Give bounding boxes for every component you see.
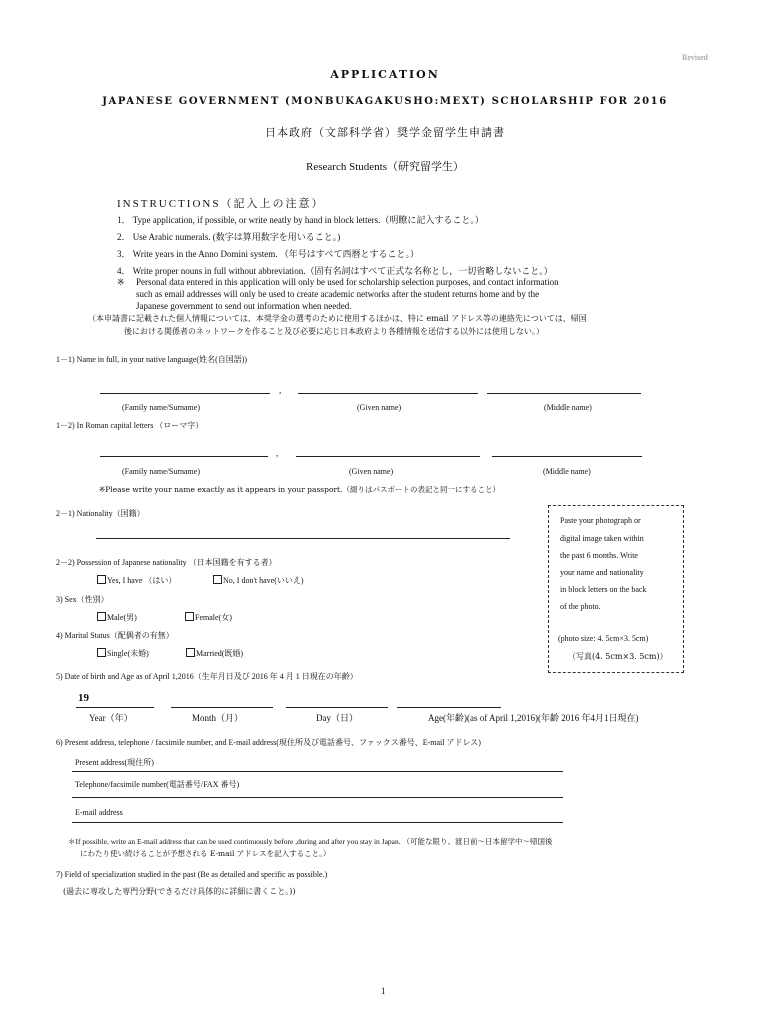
option-label: No, I don't have(いいえ)	[223, 576, 304, 585]
form-title: APPLICATION	[330, 68, 440, 81]
birth-year-prefix: 19	[78, 692, 89, 704]
month-caption: Month（月）	[192, 713, 244, 723]
marital-married-option[interactable]	[186, 648, 243, 659]
checkbox[interactable]	[185, 612, 194, 621]
nationality-field[interactable]	[96, 538, 510, 539]
sex-female-option[interactable]	[185, 612, 232, 623]
option-label: Married(既婚)	[196, 649, 244, 658]
middle-name-caption: (Middle name)	[543, 467, 591, 476]
privacy-note: Personal data entered in this application will only be used for scholarship selection purposes, and contact information	[136, 277, 559, 287]
photo-size: (photo size: 4. 5cm×3. 5cm)	[558, 634, 649, 643]
photo-instruction: in block letters on the back	[560, 585, 647, 594]
marital-single-option[interactable]	[97, 648, 149, 659]
given-name-native-field[interactable]	[298, 393, 478, 394]
photo-size-jp: （写真(4. 5cm×3. 5cm)）	[568, 652, 668, 661]
form-subtitle: JAPANESE GOVERNMENT (MONBUKAGAKUSHO:MEXT) SCHOLARSHIP FOR 2016	[102, 96, 668, 107]
photo-instruction: digital image taken within	[560, 534, 644, 543]
phone-caption: Telephone/facsimile number(電話番号/FAX 番号)	[75, 780, 240, 789]
contact-label: 6) Present address, telephone / facsimile number, and E-mail address(現住所及び電話番号、ファックス番号、E-mail アドレス)	[56, 738, 481, 747]
privacy-note-jp: （本申請書に記載された個人情報については、本奨学金の選考のために使用するほかは、特に email アドレス等の連絡先については、帰国	[88, 314, 587, 323]
instruction-item: 2． Use Arabic numerals. (数字は算用数字を用いること。)	[117, 232, 341, 242]
phone-field[interactable]	[72, 797, 563, 798]
photo-instruction: Paste your photograph or	[560, 516, 641, 525]
email-field[interactable]	[72, 822, 563, 823]
middle-name-native-field[interactable]	[487, 393, 641, 394]
middle-name-caption: (Middle name)	[544, 403, 592, 412]
page-number: 1	[381, 986, 386, 996]
option-label: Yes, I have （はい）	[107, 576, 177, 585]
checkbox[interactable]	[97, 612, 106, 621]
photo-instruction: your name and nationality	[560, 568, 644, 577]
passport-name-note: ※Please write your name exactly as it appears in your passport.（綴りはパスポートの表記と同一にすること）	[99, 485, 500, 494]
instructions-heading: INSTRUCTIONS（記入上の注意）	[117, 198, 325, 210]
checkbox[interactable]	[186, 648, 195, 657]
birth-day-field[interactable]	[286, 707, 388, 708]
native-name-label: 1－1) Name in full, in your native language(姓名(自国語))	[56, 355, 248, 364]
nationality-label: 2－1) Nationality（国籍）	[56, 509, 145, 518]
name-separator: ,	[276, 448, 279, 458]
age-caption: Age(年齢)(as of April 1,2016)(年齢 2016 年4月1日現在)	[428, 713, 639, 723]
checkbox[interactable]	[97, 648, 106, 657]
given-name-caption: (Given name)	[349, 467, 394, 476]
privacy-note: Japanese government to send out information when needed.	[136, 301, 352, 311]
birth-year-field[interactable]	[76, 707, 154, 708]
photo-box[interactable]	[548, 505, 684, 673]
dob-label: 5) Date of birth and Age as of April 1,2016（生年月日及び 2016 年 4 月 1 日現在の年齢）	[56, 672, 358, 681]
present-address-caption: Present address(現住所)	[75, 758, 154, 767]
middle-name-roman-field[interactable]	[492, 456, 642, 457]
given-name-roman-field[interactable]	[296, 456, 480, 457]
privacy-note: such as email addresses will only be used to create academic networks after the student returns home and by the	[136, 289, 540, 299]
given-name-caption: (Given name)	[357, 403, 402, 412]
sex-male-option[interactable]	[97, 612, 137, 623]
jp-nationality-label: 2－2) Possession of Japanese nationality （日本国籍を有する者）	[56, 558, 277, 567]
checkbox[interactable]	[213, 575, 222, 584]
family-name-caption: (Family name/Surname)	[122, 467, 200, 476]
year-caption: Year（年）	[89, 713, 133, 723]
option-label: Single(未婚)	[107, 649, 149, 658]
instruction-item: 3． Write years in the Anno Domini system. （年号はすべて西暦とすること。）	[117, 249, 420, 259]
photo-instruction: of the photo.	[560, 602, 601, 611]
email-caption: E-mail address	[75, 808, 123, 817]
checkbox[interactable]	[97, 575, 106, 584]
instruction-item: 1． Type application, if possible, or write neatly by hand in block letters.（明瞭に記入すること。）	[117, 215, 484, 225]
photo-instruction: the past 6 months. Write	[560, 551, 638, 560]
day-caption: Day（日）	[316, 713, 358, 723]
email-note: ＊If possible, write an E-mail address that can be used continuously before ,during and after you stay in Japan. （可能な限り、渡日前～日本留学中～帰国後	[68, 837, 553, 846]
privacy-note-jp: 後における関係者のネットワークを作ること及び必要に応じ日本政府より各種情報を送信する以外には使用しない。）	[124, 327, 544, 336]
family-name-roman-field[interactable]	[100, 456, 268, 457]
revised-label: Revised	[682, 53, 708, 62]
option-label: Female(女)	[195, 613, 232, 622]
student-category: Research Students（研究留学生）	[306, 161, 464, 173]
form-title-jp: 日本政府（文部科学省）奨学金留学生申請書	[265, 126, 505, 139]
sex-label: 3) Sex（性別）	[56, 595, 109, 604]
family-name-caption: (Family name/Surname)	[122, 403, 200, 412]
email-note: にわたり使い続けることが予想される E-mail アドレスを記入すること。）	[80, 849, 331, 858]
roman-name-label: 1－2) In Roman capital letters （ローマ字）	[56, 421, 204, 430]
present-address-field[interactable]	[72, 771, 563, 772]
jp-nationality-yes[interactable]	[97, 575, 176, 586]
option-label: Male(男)	[107, 613, 137, 622]
specialization-label: 7) Field of specialization studied in the past (Be as detailed and specific as possible.)	[56, 870, 328, 879]
specialization-label-jp: (過去に専攻した専門分野(できるだけ具体的に詳細に書くこと。))	[63, 887, 296, 896]
birth-month-field[interactable]	[171, 707, 273, 708]
marital-status-label: 4) Marital Status（配偶者の有無）	[56, 631, 174, 640]
age-field[interactable]	[397, 707, 501, 708]
note-mark: ※	[117, 277, 125, 287]
jp-nationality-no[interactable]	[213, 575, 304, 586]
family-name-native-field[interactable]	[100, 393, 270, 394]
instruction-item: 4． Write proper nouns in full without abbreviation.（固有名詞はすべて正式な名称とし，一切省略しないこと。）	[117, 266, 553, 276]
name-separator: ,	[279, 385, 282, 395]
